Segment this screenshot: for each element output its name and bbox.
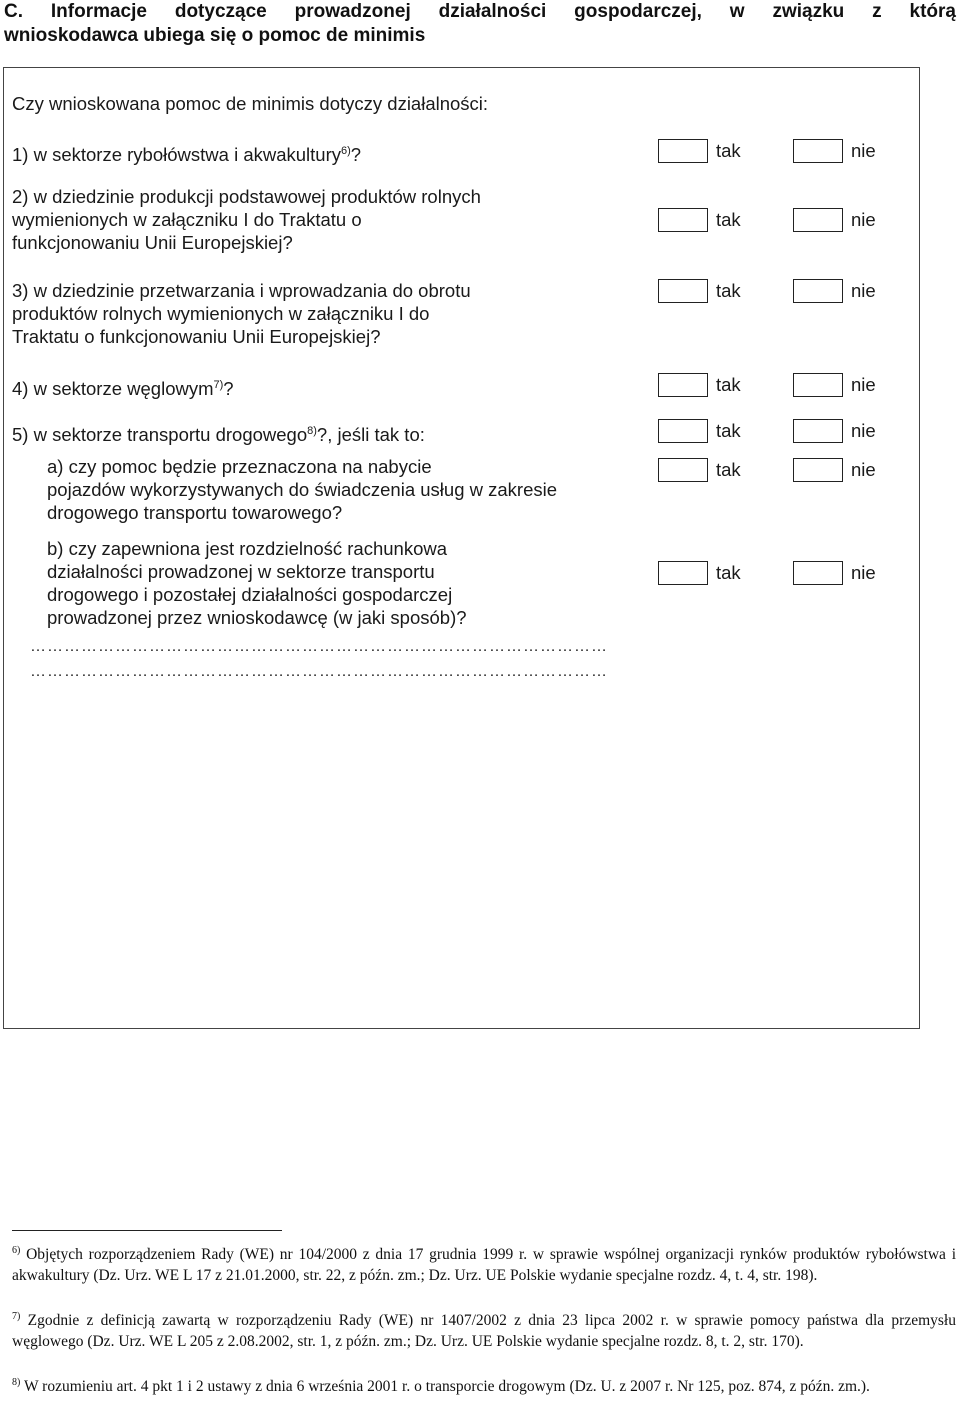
q4-yes-checkbox[interactable]	[658, 373, 708, 397]
question-3-line1: 3) w dziedzinie przetwarzania i wprowadzania do obrotu	[12, 280, 471, 301]
q1-no-label: nie	[851, 140, 876, 161]
q2-no-checkbox[interactable]	[793, 208, 843, 232]
q3-no-checkbox[interactable]	[793, 279, 843, 303]
q4-yes-label: tak	[716, 374, 741, 395]
footnote-8	[12, 1372, 956, 1397]
q5-no-label: nie	[851, 420, 876, 441]
footnote-separator	[12, 1230, 282, 1231]
question-5b	[47, 537, 467, 629]
question-3-line3: Traktatu o funkcjonowaniu Unii Europejskiej?	[12, 326, 381, 347]
q5b-yes-label: tak	[716, 562, 741, 583]
question-5b-line1: b) czy zapewniona jest rozdzielność rachunkowa	[47, 538, 448, 559]
question-2-line1: 2) w dziedzinie produkcji podstawowej produktów rolnych	[12, 186, 481, 207]
question-3	[12, 279, 471, 348]
q3-no-label: nie	[851, 280, 876, 301]
q5b-no-label: nie	[851, 562, 876, 583]
question-5a-line1: a) czy pomoc będzie przeznaczona na nabycie	[47, 456, 432, 477]
question-4-tail: ?	[223, 378, 234, 400]
question-5a-line2: pojazdów wykorzystywanych do świadczenia usług w zakresie	[47, 479, 558, 500]
q5a-no-label: nie	[851, 459, 876, 480]
answer-dotted-line-1[interactable]: …………………………………………………………………………………………	[30, 638, 608, 655]
q5-no-checkbox[interactable]	[793, 419, 843, 443]
footnote-8-text: W rozumieniu art. 4 pkt 1 i 2 ustawy z dnia 6 września 2001 r. o transporcie drogowym (Dz. U. z 2007 r. Nr 125, poz. 874, z późn. zm.).	[20, 1378, 870, 1396]
q5a-yes-label: tak	[716, 459, 741, 480]
question-5-tail: ?, jeśli tak to:	[316, 424, 425, 446]
q5-yes-label: tak	[716, 420, 741, 441]
intro-text: Czy wnioskowana pomoc de minimis dotyczy działalności:	[12, 93, 489, 114]
q5b-yes-checkbox[interactable]	[658, 561, 708, 585]
question-5b-line2: działalności prowadzonej w sektorze transportu	[47, 561, 435, 582]
question-1-text: 1) w sektorze rybołówstwa i akwakultury	[12, 144, 341, 166]
q2-no-label: nie	[851, 209, 876, 230]
question-3-line2: produktów rolnych wymienionych w załączniku I do	[12, 303, 430, 324]
footnote-ref-7: 7)	[213, 379, 224, 391]
question-1-tail: ?	[350, 144, 362, 166]
question-5a-line3: drogowego transportu towarowego?	[47, 502, 343, 523]
q1-yes-checkbox[interactable]	[658, 139, 708, 163]
q2-yes-label: tak	[716, 209, 741, 230]
question-2-line2: wymienionych w załączniku I do Traktatu o	[12, 209, 362, 230]
question-5a	[47, 455, 557, 524]
question-5	[12, 420, 425, 446]
footnote-ref-6: 6)	[341, 145, 351, 157]
question-5b-line4: prowadzonej przez wnioskodawcę (w jaki sposób)?	[47, 607, 467, 628]
section-heading	[4, 0, 956, 48]
q4-no-checkbox[interactable]	[793, 373, 843, 397]
q4-no-label: nie	[851, 374, 876, 395]
footnote-7-text: Zgodnie z definicją zawartą w rozporządzeniu Rady (WE) nr 1407/2002 z dnia 23 lipca 2002 r. w sprawie pomocy państwa dla przemysłu węglowego (Dz. Urz. WE L 205 z 2.08.2002, str. 1, z późn. zm.; Dz. Urz. UE Polskie wydanie specjalne rozdz. 8, t. 2, str. 170).	[12, 1312, 956, 1351]
footnote-6-mark: 6)	[12, 1245, 21, 1256]
q1-yes-label: tak	[716, 140, 741, 161]
question-2	[12, 185, 481, 254]
question-5b-line3: drogowego i pozostałej działalności gospodarczej	[47, 584, 453, 605]
footnote-6-text: Objętych rozporządzeniem Rady (WE) nr 104/2000 z dnia 17 grudnia 1999 r. w sprawie wspólnej organizacji rynków produktów rybołówstwa i akwakultury (Dz. Urz. WE L 17 z 21.01.2000, str. 22, z późn. zm.; Dz. Urz. UE Polskie wydanie specjalne rozdz. 4, t. 4, str. 198).	[12, 1246, 956, 1285]
section-heading-line2: wnioskodawca ubiega się o pomoc de minimis	[4, 25, 426, 46]
question-5-text: 5) w sektorze transportu drogowego	[12, 424, 308, 446]
question-2-line3: funkcjonowaniu Unii Europejskiej?	[12, 232, 293, 253]
question-1	[12, 140, 361, 166]
footnote-7-mark: 7)	[12, 1311, 21, 1322]
footnote-6	[12, 1240, 956, 1286]
footnote-8-mark: 8)	[12, 1377, 21, 1388]
section-heading-line1: C. Informacje dotyczące prowadzonej działalności gospodarczej, w związku z którą	[4, 1, 956, 22]
footnote-ref-8: 8)	[307, 425, 317, 437]
q3-yes-checkbox[interactable]	[658, 279, 708, 303]
q5-yes-checkbox[interactable]	[658, 419, 708, 443]
q5b-no-checkbox[interactable]	[793, 561, 843, 585]
q5a-no-checkbox[interactable]	[793, 458, 843, 482]
question-4-text: 4) w sektorze węglowym	[12, 378, 214, 400]
q5a-yes-checkbox[interactable]	[658, 458, 708, 482]
footnote-7	[12, 1306, 956, 1352]
q1-no-checkbox[interactable]	[793, 139, 843, 163]
q2-yes-checkbox[interactable]	[658, 208, 708, 232]
question-4	[12, 374, 234, 400]
answer-dotted-line-2[interactable]: …………………………………………………………………………………………	[30, 663, 608, 680]
q3-yes-label: tak	[716, 280, 741, 301]
